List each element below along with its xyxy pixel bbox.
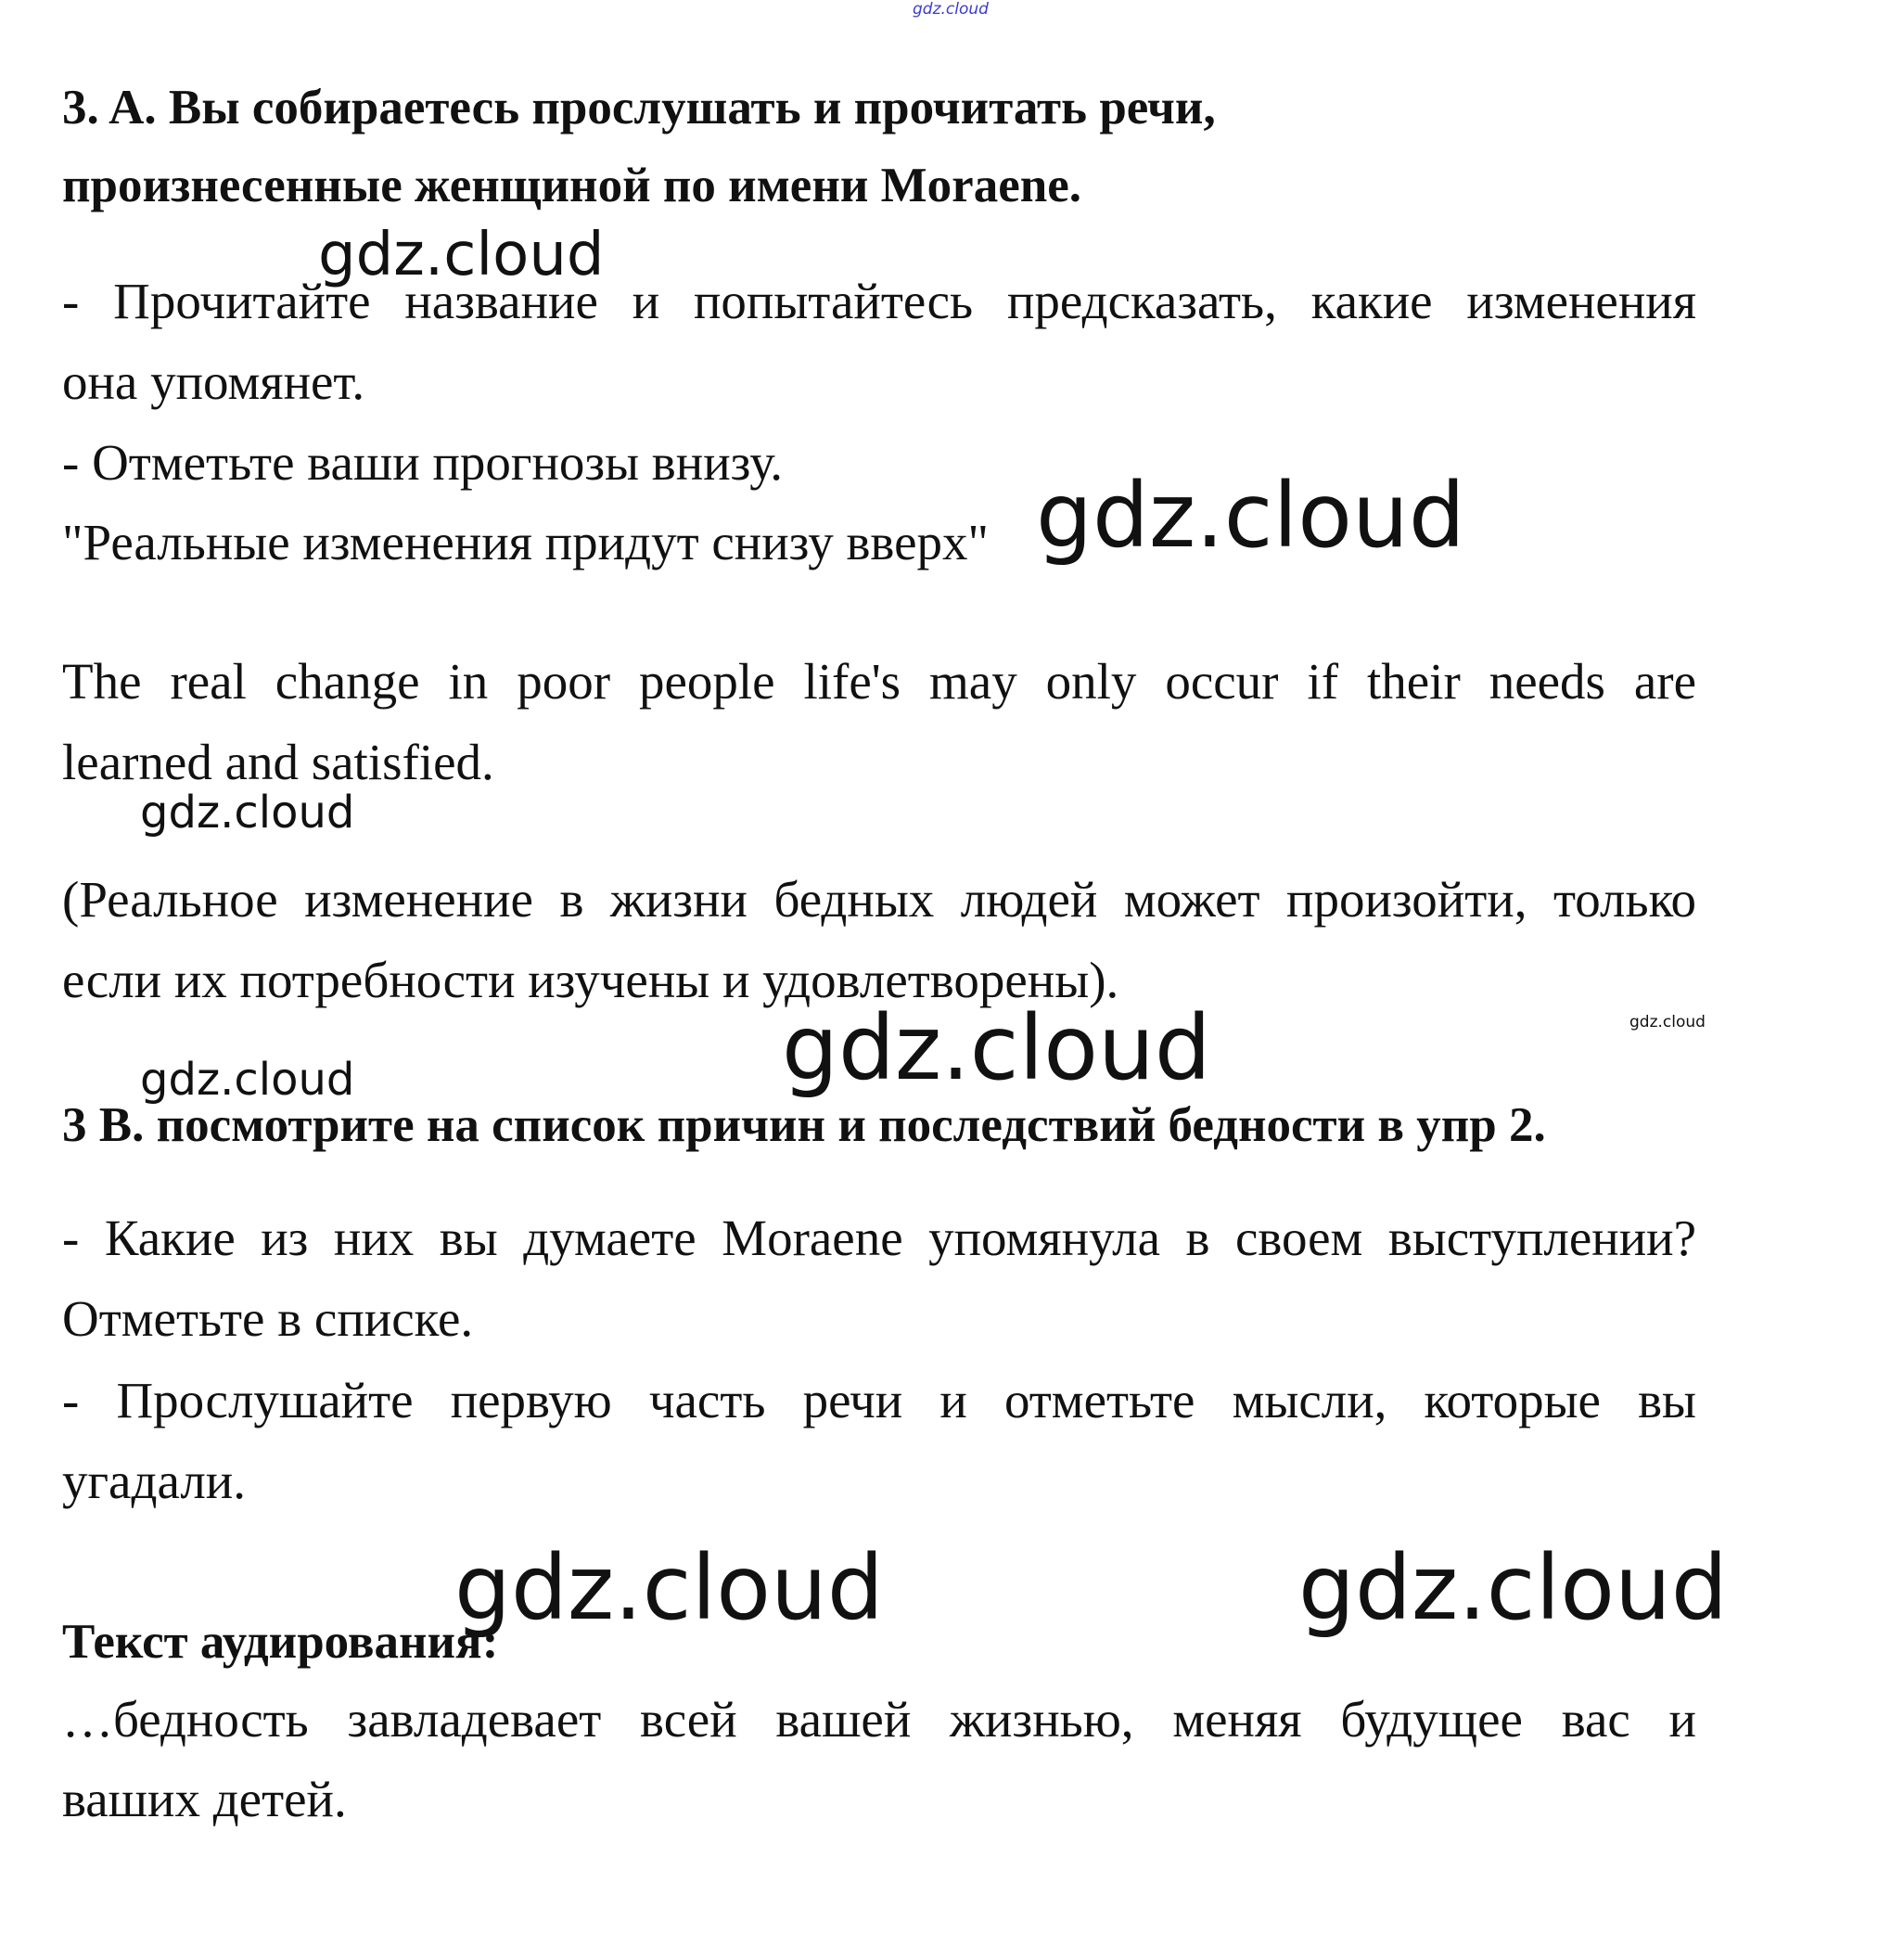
section-a-heading-line1: 3. A. Вы собираетесь прослушать и прочитать речи, (62, 81, 1216, 134)
section-a-heading-line2: произнесенные женщиной по имени Moraene. (62, 159, 1081, 212)
section-b-heading: 3 B. посмотрите на список причин и последствий бедности в упр 2. (62, 1098, 1546, 1152)
section-b-instruction2-line1: - Прослушайте первую часть речи и отметьте мысли, которые вы (62, 1372, 1696, 1428)
answer-en-line2: learned and satisfied. (62, 734, 494, 790)
section-a-instruction1-line2: она упомянет. (62, 353, 365, 410)
quote-title: "Реальные изменения придут снизу вверх" (62, 514, 989, 570)
watermark-top: gdz.cloud (913, 0, 989, 19)
watermark: gdz.cloud (318, 221, 605, 289)
watermark: gdz.cloud (140, 787, 355, 839)
watermark: gdz.cloud (1298, 1536, 1728, 1640)
section-a-instruction1-line1: - Прочитайте название и попытайтесь предсказать, какие изменения (62, 273, 1696, 329)
watermark: gdz.cloud (454, 1536, 884, 1640)
listening-heading: Текст аудирования: (62, 1615, 499, 1669)
section-b-instruction2-line2: угадали. (62, 1453, 246, 1509)
watermark: gdz.cloud (1629, 1013, 1706, 1031)
listening-text-line2: ваших детей. (62, 1771, 347, 1827)
section-b-instruction1-line1: - Какие из них вы думаете Moraene упомянула в своем выступлении? (62, 1210, 1696, 1266)
answer-en-line1: The real change in poor people life's may only occur if their needs are (62, 653, 1696, 710)
answer-ru-line1: (Реальное изменение в жизни бедных людей может произойти, только (62, 871, 1696, 928)
section-b-instruction1-line2: Отметьте в списке. (62, 1290, 474, 1347)
section-a-instruction2: - Отметьте ваши прогнозы внизу. (62, 434, 783, 491)
watermark: gdz.cloud (1036, 464, 1465, 568)
listening-text-line1: …бедность завладевает всей вашей жизнью, меняя будущее вас и (62, 1691, 1696, 1748)
watermark: gdz.cloud (140, 1054, 355, 1106)
answer-ru-line2: если их потребности изучены и удовлетворены). (62, 952, 1119, 1008)
watermark: gdz.cloud (782, 996, 1211, 1100)
